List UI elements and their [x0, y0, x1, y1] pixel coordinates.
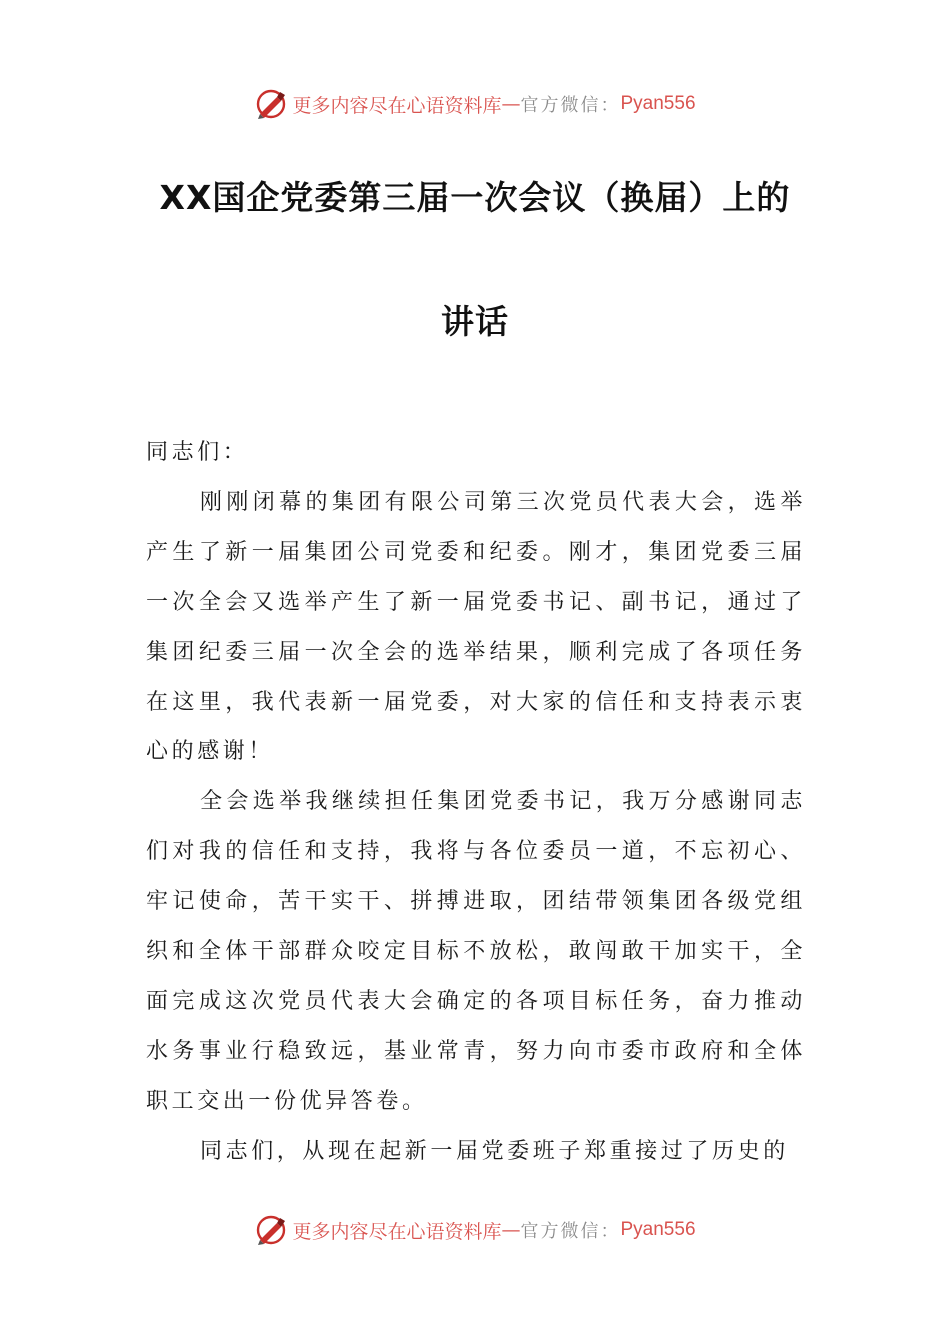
watermark-wechat-id: Pyan556	[620, 1219, 696, 1240]
greeting: 同志们：	[146, 440, 249, 465]
pen-logo-icon	[254, 87, 288, 121]
watermark-text: 更多内容尽在心语资料库	[292, 94, 502, 117]
header-watermark	[0, 84, 950, 124]
watermark-dash: —	[501, 1219, 521, 1241]
paragraph-1: 刚刚闭幕的集团有限公司第三次党员代表大会，选举产生了新一届集团公司党委和纪委。刚才，集团党委三届一次全会又选举产生了新一届党委书记、副书记，通过了集团纪委三届一次全会的选举结果，顺利完成了各项任务在这里，我代表新一届党委，对大家的信任和支持表示衷心的感谢！	[146, 489, 806, 765]
paragraph-3: 同志们，从现在起新一届党委班子郑重接过了历史的	[200, 1138, 789, 1164]
document-title-line-2: 讲话	[441, 302, 509, 341]
watermark-wechat-label: 官方微信：	[520, 95, 621, 116]
watermark-text: 更多内容尽在心语资料库	[292, 1220, 502, 1243]
paragraph-2: 全会选举我继续担任集团党委书记，我万分感谢同志们对我的信任和支持，我将与各位委员一道，不忘初心、牢记使命，苦干实干、拼搏进取，团结带领集团各级党组织和全体干部群众咬定目标不放松，敢闯敢干加实干，全面完成这次党员代表大会确定的各项目标任务，奋力推动水务事业行稳致远，基业常青，努力向市委市政府和全体职工交出一份优异答卷。	[146, 789, 806, 1114]
pen-logo-icon	[254, 1213, 288, 1247]
watermark-wechat-label: 官方微信：	[520, 1221, 621, 1242]
watermark-dash: —	[501, 93, 521, 115]
document-body	[146, 428, 806, 1177]
watermark-wechat-id: Pyan556	[620, 93, 696, 114]
footer-watermark	[0, 1210, 950, 1250]
document-title-line-1: XX国企党委第三届一次会议（换届）上的	[159, 178, 791, 217]
